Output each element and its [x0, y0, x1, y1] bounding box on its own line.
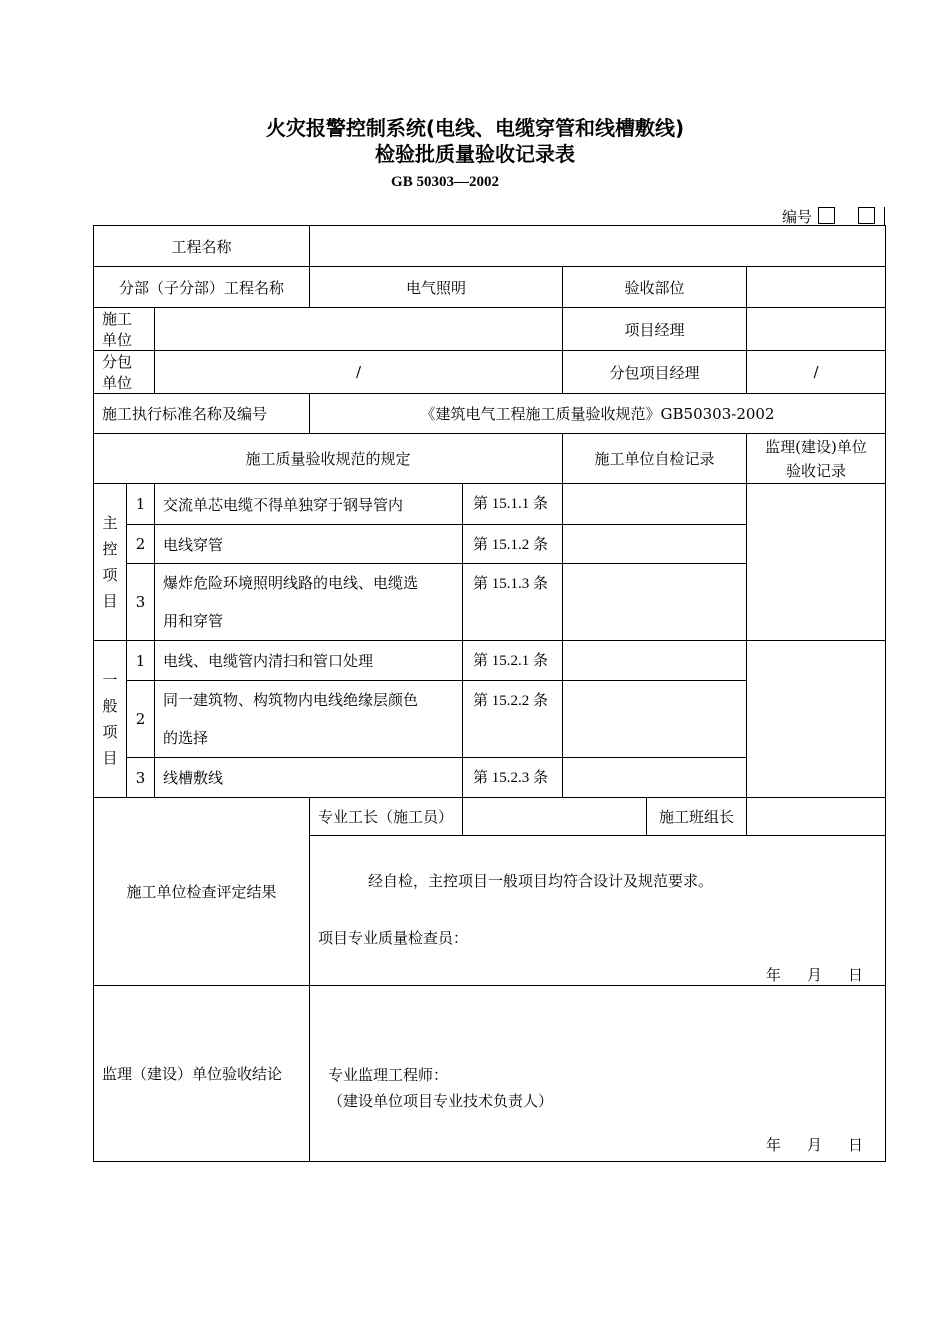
self-check-record[interactable]	[563, 758, 747, 798]
subdivision-value[interactable]: 电气照明	[310, 267, 563, 308]
contractor-row	[94, 308, 886, 351]
exec-standard-row	[94, 394, 886, 434]
supervision-result-label: 监理（建设）单位验收结论	[94, 986, 310, 1162]
foreman-value[interactable]	[463, 798, 647, 836]
date-day: 日	[848, 1136, 864, 1154]
general-group-char: 项	[102, 723, 118, 741]
acceptance-part-label: 验收部位	[563, 267, 747, 308]
date-month: 月	[807, 1136, 823, 1154]
general-group-char: 一	[102, 671, 118, 689]
self-check-record[interactable]	[563, 484, 747, 525]
date-year: 年	[766, 1136, 782, 1154]
item-description-line1: 爆炸危险环境照明线路的电线、电缆选	[163, 574, 419, 592]
supervision-result-content[interactable]	[310, 986, 886, 1162]
item-description-line1: 同一建筑物、构筑物内电线绝缘层颜色	[163, 691, 419, 709]
general-group-char: 目	[102, 749, 118, 767]
general-items-group-label	[94, 641, 127, 798]
item-description-line2: 的选择	[163, 729, 209, 747]
item-number: 2	[127, 525, 155, 564]
serial-number-box[interactable]	[818, 207, 835, 224]
item-description: 线槽敷线	[155, 758, 463, 798]
spec-column-header: 施工质量验收规范的规定	[94, 434, 563, 484]
exec-standard-value[interactable]: 《建筑电气工程施工质量验收规范》GB50303-2002	[310, 394, 886, 434]
item-number: 3	[127, 564, 155, 641]
item-description	[155, 564, 463, 641]
project-manager-label: 项目经理	[563, 308, 747, 351]
exec-standard-label: 施工执行标准名称及编号	[94, 394, 310, 434]
sub-manager-label: 分包项目经理	[563, 351, 747, 394]
standard-code: GB 50303—2002	[391, 174, 499, 190]
clause-reference: 第 15.2.2 条	[463, 681, 563, 758]
main-group-char: 主	[102, 514, 118, 532]
item-number: 3	[127, 758, 155, 798]
sub-manager-value[interactable]: /	[747, 351, 886, 394]
item-description	[155, 681, 463, 758]
main-item-row-1	[94, 484, 886, 525]
date-line	[318, 964, 877, 985]
date-month: 月	[807, 966, 823, 984]
owner-representative-label: （建设单位项目专业技术负责人）	[328, 1092, 554, 1110]
main-group-char: 目	[102, 592, 118, 610]
supervision-column-header	[747, 434, 886, 484]
clause-reference: 第 15.2.3 条	[463, 758, 563, 798]
quality-inspector-label: 项目专业质量检查员：	[318, 929, 469, 947]
supervision-engineer-label: 专业监理工程师：	[328, 1066, 449, 1084]
supervision-record-general[interactable]	[747, 641, 886, 798]
contractor-result-row	[94, 798, 886, 836]
serial-number-box[interactable]	[858, 207, 875, 224]
self-check-column-header: 施工单位自检记录	[563, 434, 747, 484]
serial-number-label: 编号	[782, 208, 813, 226]
self-check-record[interactable]	[563, 681, 747, 758]
contractor-result-content[interactable]	[310, 836, 886, 986]
team-leader-value[interactable]	[747, 798, 886, 836]
self-check-statement: 经自检，主控项目一般项目均符合设计及规范要求。	[368, 872, 714, 890]
supervision-header-line2: 验收记录	[786, 461, 847, 480]
column-header-row	[94, 434, 886, 484]
clause-reference: 第 15.2.1 条	[463, 641, 563, 681]
main-items-group-label	[94, 484, 127, 641]
item-number: 1	[127, 484, 155, 525]
clause-reference: 第 15.1.1 条	[463, 484, 563, 525]
project-name-value[interactable]	[310, 226, 886, 267]
subcontractor-label: 分包单位	[94, 351, 155, 394]
project-name-label: 工程名称	[94, 226, 310, 267]
border-line	[884, 207, 885, 225]
contractor-label: 施工单位	[94, 308, 155, 351]
supervision-signatures	[318, 1062, 877, 1114]
supervision-header-line1: 监理(建设)单位	[765, 437, 867, 456]
clause-reference: 第 15.1.2 条	[463, 525, 563, 564]
item-description: 交流单芯电缆不得单独穿于钢导管内	[155, 484, 463, 525]
item-description: 电线、电缆管内清扫和管口处理	[155, 641, 463, 681]
acceptance-part-value[interactable]	[747, 267, 886, 308]
team-leader-label: 施工班组长	[647, 798, 747, 836]
self-check-record[interactable]	[563, 525, 747, 564]
main-group-char: 控	[102, 540, 118, 558]
clause-reference: 第 15.1.3 条	[463, 564, 563, 641]
subdivision-row	[94, 267, 886, 308]
main-group-char: 项	[102, 566, 118, 584]
supervision-result-row	[94, 986, 886, 1162]
foreman-label: 专业工长（施工员）	[310, 798, 463, 836]
general-group-char: 般	[102, 697, 118, 715]
item-number: 2	[127, 681, 155, 758]
subcontractor-row	[94, 351, 886, 394]
contractor-result-label: 施工单位检查评定结果	[94, 798, 310, 986]
date-day: 日	[848, 966, 864, 984]
item-description-line2: 用和穿管	[163, 612, 224, 630]
subdivision-label: 分部（子分部）工程名称	[94, 267, 310, 308]
item-number: 1	[127, 641, 155, 681]
general-item-row-1	[94, 641, 886, 681]
self-check-record[interactable]	[563, 641, 747, 681]
contractor-value[interactable]	[155, 308, 563, 351]
item-description: 电线穿管	[155, 525, 463, 564]
project-manager-value[interactable]	[747, 308, 886, 351]
project-name-row	[94, 226, 886, 267]
inspection-record-table	[93, 225, 886, 1162]
subcontractor-value[interactable]: /	[155, 351, 563, 394]
self-check-record[interactable]	[563, 564, 747, 641]
form-title-line1: 火灾报警控制系统(电线、电缆穿管和线槽敷线)	[265, 116, 685, 140]
date-year: 年	[766, 966, 782, 984]
form-title-line2: 检验批质量验收记录表	[375, 142, 575, 166]
supervision-record-main[interactable]	[747, 484, 886, 641]
date-line	[318, 1134, 877, 1155]
